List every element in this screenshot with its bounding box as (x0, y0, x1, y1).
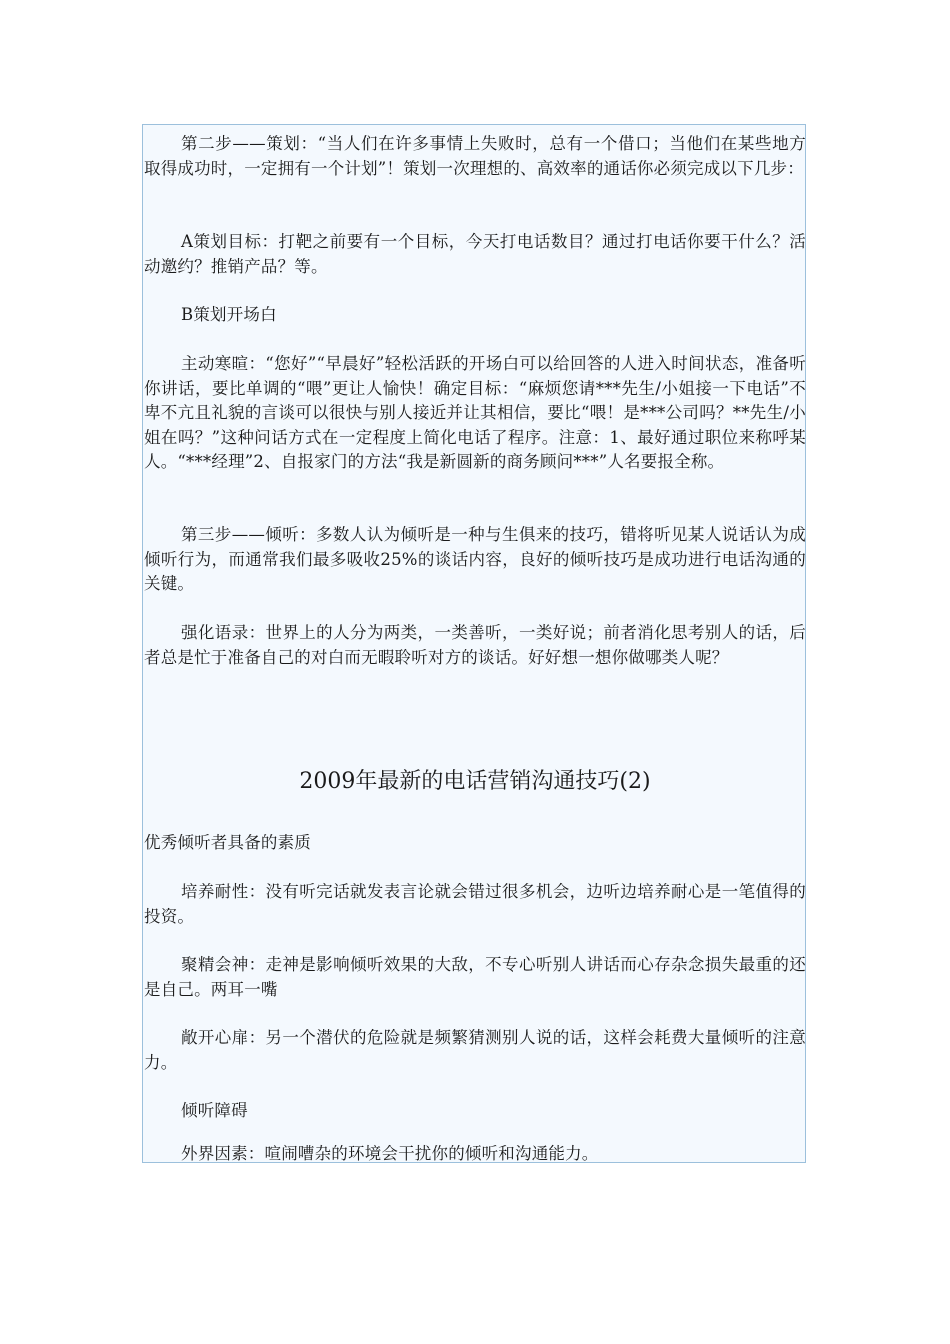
paragraph-focus: 聚精会神：走神是影响倾听效果的大敌，不专心听别人讲话而心存杂念损失最重的还是自己。两耳一嘴 (144, 955, 806, 999)
paragraph-listening-barriers: 倾听障碍 (181, 1101, 248, 1120)
paragraph-plan-goal: A策划目标：打靶之前要有一个目标，今天打电话数目？通过打电话你要干什么？活动邀约？推销产品？等。 (144, 232, 806, 276)
paragraph-plan-opening: B策划开场白 (181, 305, 277, 324)
paragraph-patience: 培养耐性：没有听完话就发表言论就会错过很多机会，边听边培养耐心是一笔值得的投资。 (144, 882, 806, 926)
paragraph-listener-qualities: 优秀倾听者具备的素质 (144, 833, 311, 852)
paragraph-quote: 强化语录：世界上的人分为两类，一类善听，一类好说；前者消化思考别人的话，后者总是忙于准备自己的对白而无暇聆听对方的谈话。好好想一想你做哪类人呢？ (144, 623, 806, 667)
paragraph-step-three: 第三步——倾听：多数人认为倾听是一种与生俱来的技巧，错将听见某人说话认为成倾听行为，而通常我们最多吸收25%的谈话内容，良好的倾听技巧是成功进行电话沟通的关键。 (144, 525, 806, 593)
paragraph-step-two: 第二步——策划：“当人们在许多事情上失败时，总有一个借口；当他们在某些地方取得成功时，一定拥有一个计划”！策划一次理想的、高效率的通话你必须完成以下几步： (144, 134, 806, 178)
paragraph-open-mind: 敞开心扉：另一个潜伏的危险就是频繁猜测别人说的话，这样会耗费大量倾听的注意力。 (144, 1028, 806, 1072)
paragraph-greeting: 主动寒暄：“您好”“早晨好”轻松活跃的开场白可以给回答的人进入时间状态，准备听你讲话，要比单调的“喂”更让人愉快！确定目标：“麻烦您请***先生/小姐接一下电话”不卑不亢且礼貌的言谈可以很快与别人接近并让其相信，要比“喂！是***公司吗？**先生/小姐在吗？”这种问话方式在一定程度上简化电话了程序。注意：1、最好通过职位来称呼某人。“***经理”2、自报家门的方法“我是新圆新的商务顾问***”人名要报全称。 (144, 354, 806, 471)
paragraph-external-factors: 外界因素：喧闹嘈杂的环境会干扰你的倾听和沟通能力。 (181, 1144, 599, 1163)
section-title: 2009年最新的电话营销沟通技巧(2) (299, 769, 651, 794)
